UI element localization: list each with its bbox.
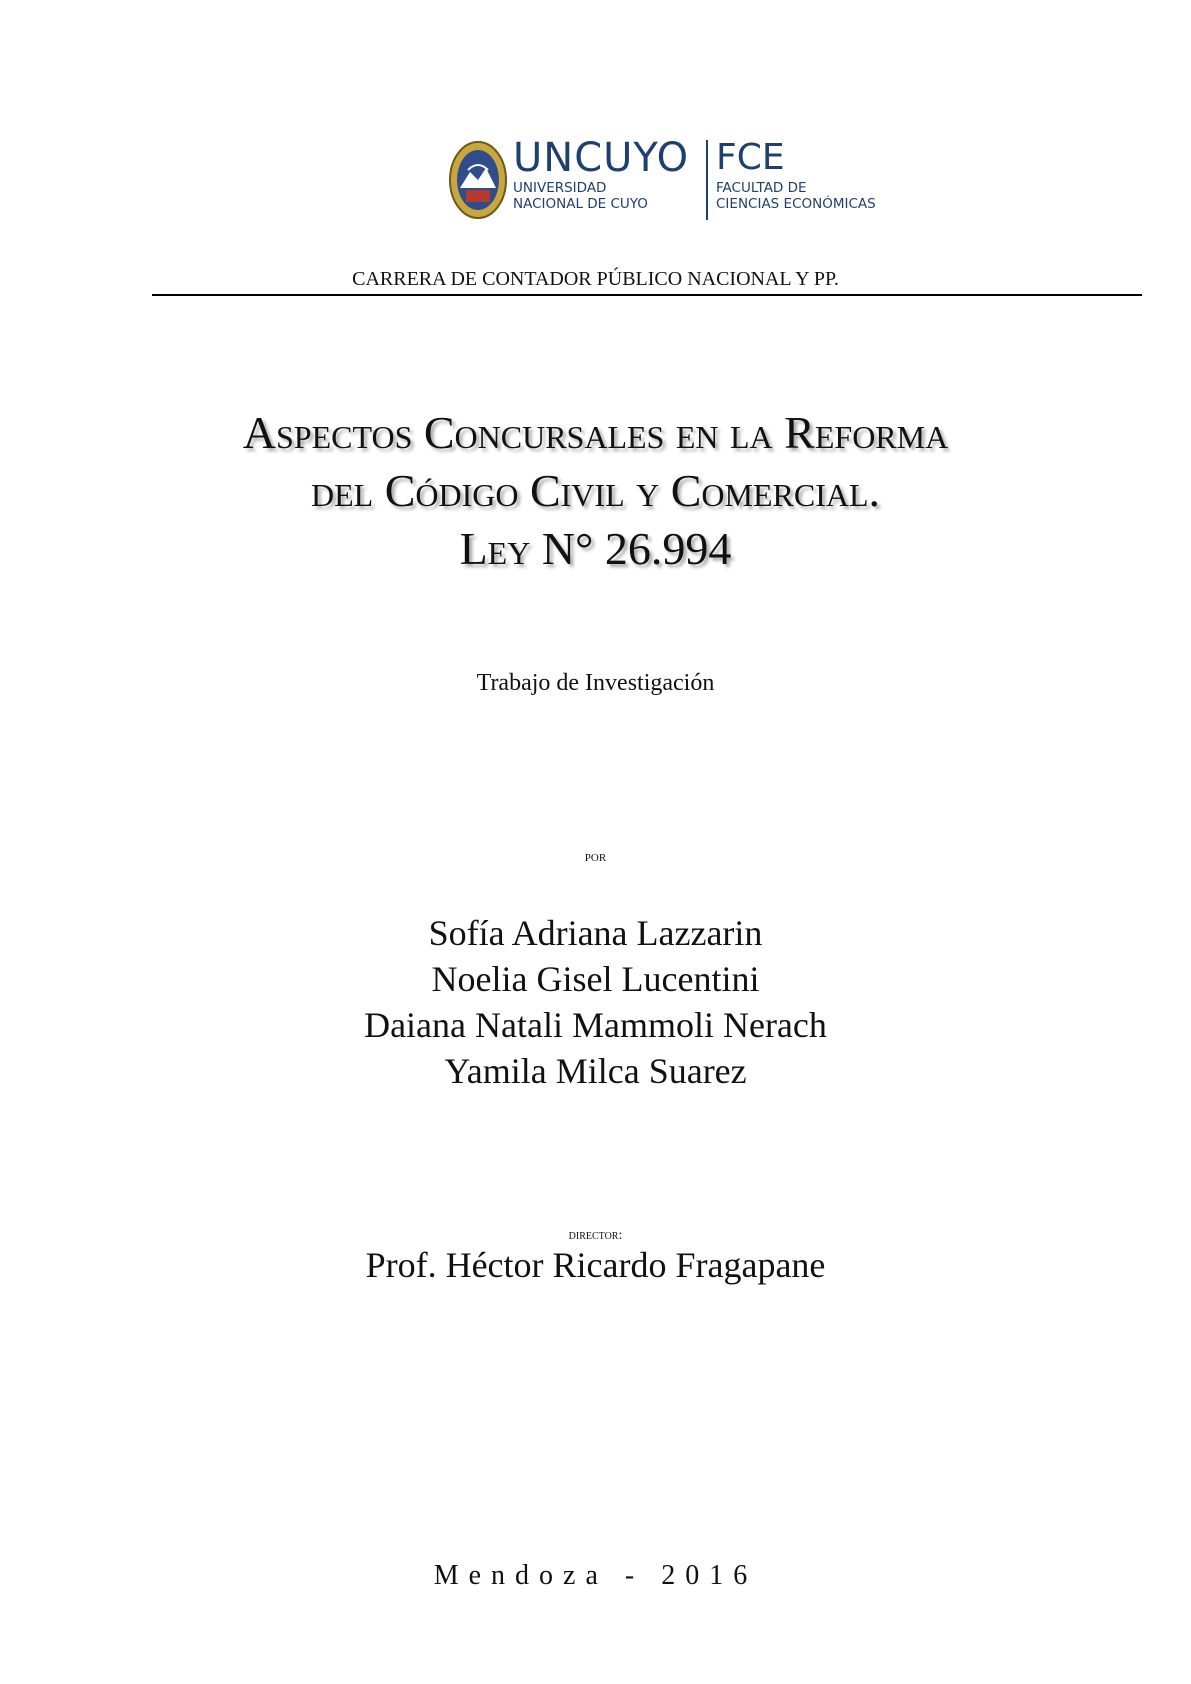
document-title [0,404,1191,578]
author-name: Sofía Adriana Lazzarin [428,913,763,953]
director-label: director: [568,1228,623,1243]
fce-line-2: CIENCIAS ECONÓMICAS [716,196,876,212]
title-line-2: del Código Civil y Comercial. [310,465,881,516]
university-seal-icon [448,140,508,220]
author-name: Yamila Milca Suarez [444,1051,747,1091]
title-line-3: Ley N° 26.994 [459,523,732,574]
career-heading: CARRERA DE CONTADOR PÚBLICO NACIONAL Y PP. [352,268,839,290]
document-subtitle: Trabajo de Investigación [476,670,715,696]
place-and-year: Mendoza - 2016 [433,1560,758,1591]
author-name: Daiana Natali Mammoli Nerach [364,1005,827,1045]
fce-line-1: FACULTAD DE [716,180,807,196]
uncuyo-line-1: UNIVERSIDAD [513,180,607,196]
uncuyo-wordmark [513,136,689,212]
fce-wordmark [716,136,876,212]
uncuyo-line-2: NACIONAL DE CUYO [513,196,648,212]
author-name: Noelia Gisel Lucentini [431,959,760,999]
fce-title: FCE [716,137,785,178]
uncuyo-title: UNCUYO [513,135,690,181]
logo-divider [706,140,708,220]
institution-logo [448,136,898,226]
title-line-1: Aspectos Concursales en la Reforma [242,407,949,458]
por-label: por [584,848,607,865]
director-name: Prof. Héctor Ricardo Fragapane [365,1245,826,1285]
authors-list [0,910,1191,1094]
header-rule [152,294,1142,296]
